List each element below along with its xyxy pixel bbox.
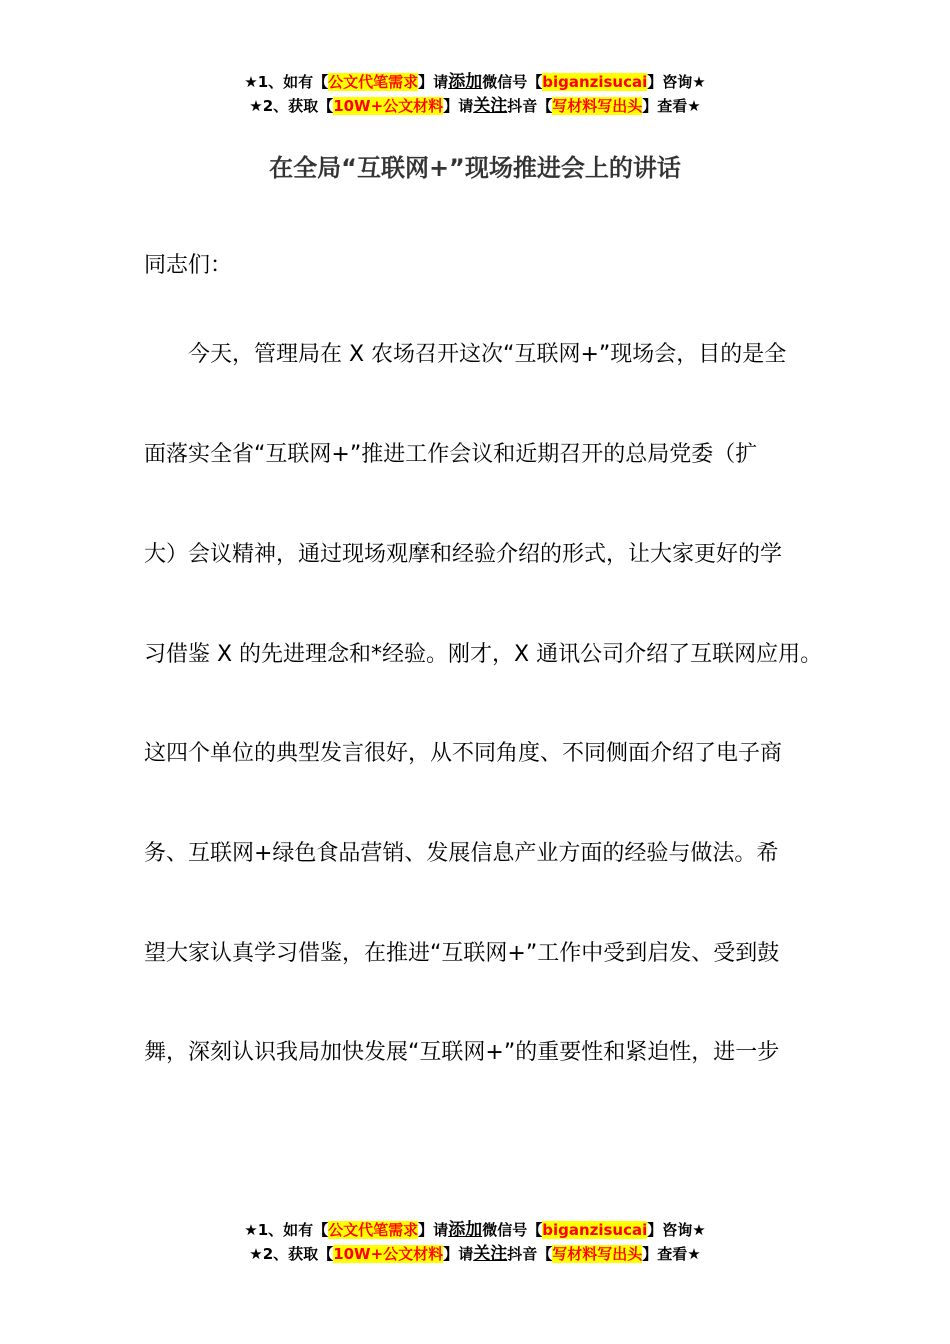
banner-text: 】请	[418, 73, 449, 91]
banner-emphasis: 关注	[473, 1244, 508, 1264]
document-title: 在全局“互联网+”现场推进会上的讲话	[269, 154, 681, 182]
banner-text: 】咨询★	[647, 1221, 706, 1239]
banner-text: ★2、获取【	[249, 97, 334, 115]
banner-line-2	[0, 1242, 950, 1266]
banner-text: 抖音【	[507, 1245, 553, 1263]
header-banner	[0, 70, 950, 118]
banner-highlight: 10W+公文材料	[333, 1245, 444, 1263]
banner-highlight: 10W+公文材料	[333, 97, 444, 115]
banner-highlight: 公文代笔需求	[328, 1221, 419, 1239]
banner-highlight: 写材料写出头	[552, 1245, 643, 1263]
body-line: 面落实全省“互联网+”推进工作会议和近期召开的总局党委（扩	[144, 442, 758, 467]
banner-text: 】查看★	[642, 1245, 701, 1263]
banner-highlight: biganzisucai	[542, 1221, 648, 1239]
banner-text: ★2、获取【	[249, 1245, 334, 1263]
banner-emphasis: 添加	[448, 72, 483, 92]
banner-text: 微信号【	[482, 73, 543, 91]
banner-text: 】咨询★	[647, 73, 706, 91]
banner-line-1	[0, 70, 950, 94]
banner-line-1	[0, 1218, 950, 1242]
banner-text: 】查看★	[642, 97, 701, 115]
body-line: 望大家认真学习借鉴，在推进“互联网+”工作中受到启发、受到鼓	[144, 941, 780, 966]
banner-text: 】请	[443, 97, 474, 115]
banner-text: ★1、如有【	[244, 1221, 329, 1239]
body-line: 舞，深刻认识我局加快发展“互联网+”的重要性和紧迫性，进一步	[144, 1040, 780, 1065]
footer-banner	[0, 1218, 950, 1266]
banner-highlight: 公文代笔需求	[328, 73, 419, 91]
banner-highlight: 写材料写出头	[552, 97, 643, 115]
body-line: 习借鉴 X 的先进理念和*经验。刚才，X 通讯公司介绍了互联网应用。	[144, 642, 823, 667]
body-line: 务、互联网+绿色食品营销、发展信息产业方面的经验与做法。希	[144, 841, 779, 866]
banner-text: 抖音【	[507, 97, 553, 115]
banner-emphasis: 关注	[473, 96, 508, 116]
banner-emphasis: 添加	[448, 1220, 483, 1240]
banner-text: 】请	[443, 1245, 474, 1263]
banner-text: 】请	[418, 1221, 449, 1239]
banner-text: 微信号【	[482, 1221, 543, 1239]
banner-highlight: biganzisucai	[542, 73, 648, 91]
banner-line-2	[0, 94, 950, 118]
body-line: 这四个单位的典型发言很好，从不同角度、不同侧面介绍了电子商	[144, 741, 783, 766]
banner-text: ★1、如有【	[244, 73, 329, 91]
salutation: 同志们：	[144, 253, 233, 278]
body-line: 大）会议精神，通过现场观摩和经验介绍的形式，让大家更好的学	[144, 542, 783, 567]
body-line: 今天，管理局在 X 农场召开这次“互联网+”现场会，目的是全	[188, 342, 787, 367]
